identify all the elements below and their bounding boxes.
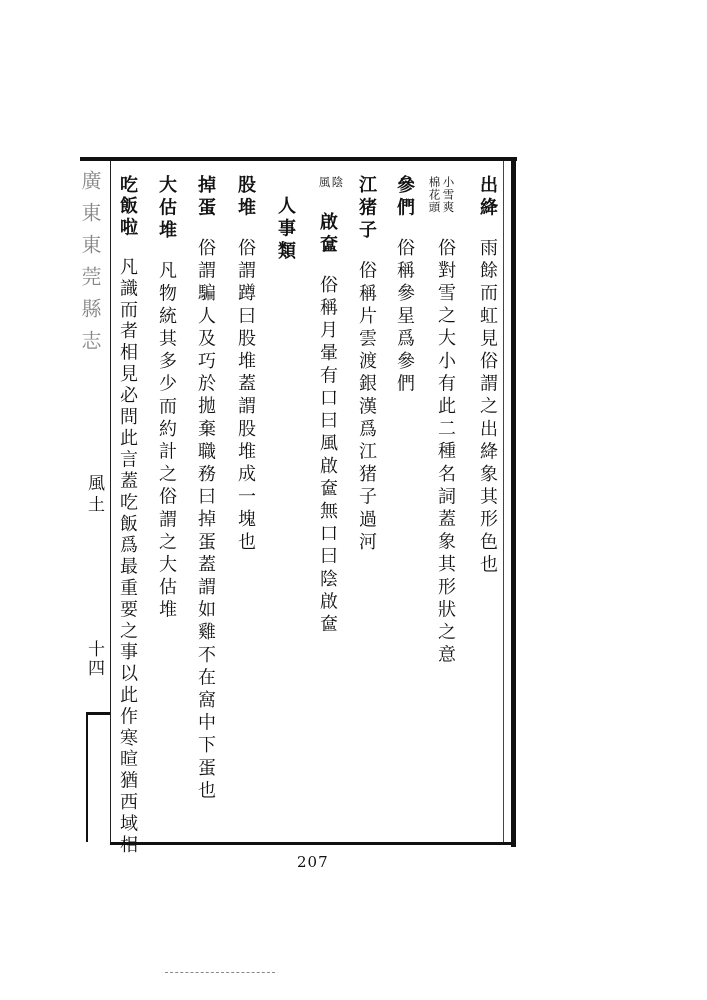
margin-column-foot-rule bbox=[86, 712, 110, 715]
entry-xue-text: 俗對雪之大小有此二種名詞蓋象其形狀之意 bbox=[435, 238, 456, 668]
entry-head: 江猪子 bbox=[356, 175, 377, 243]
frame-right-border bbox=[511, 157, 516, 847]
entry-head: 掉蛋 bbox=[195, 175, 216, 221]
margin-page-label: 十四 bbox=[84, 640, 104, 678]
entry-chujiang bbox=[478, 175, 496, 577]
page-number: 207 bbox=[297, 853, 329, 871]
frame-top-border bbox=[80, 157, 517, 161]
margin-section-label: 風土 bbox=[84, 474, 104, 518]
entry-text: 凡識而者相見必問此言蓋吃飯爲最重要之事以此作寒暄猶西域相 bbox=[117, 257, 138, 857]
entry-text: 俗謂蹲曰股堆蓋謂股堆成一塊也 bbox=[235, 238, 256, 555]
margin-column-rule bbox=[110, 161, 111, 842]
section-heading-renshi: 人事類 bbox=[275, 196, 296, 264]
frame-bottom-border bbox=[110, 842, 516, 845]
entry-note-feng: 風 bbox=[317, 176, 332, 189]
entry-text: 雨餘而虹見俗謂之出絳象其形色也 bbox=[477, 238, 498, 578]
entry-text: 凡物統其多少而約計之俗謂之大估堆 bbox=[156, 260, 177, 623]
frame-inner-rule bbox=[503, 161, 504, 843]
entry-text: 俗稱片雲渡銀漢爲江猪子過河 bbox=[356, 260, 377, 555]
entry-note-mianhua: 棉花頭 bbox=[427, 176, 442, 214]
entry-head: 啟奩 bbox=[317, 212, 338, 258]
entry-dagudui bbox=[157, 175, 175, 622]
entry-chifanla bbox=[118, 175, 136, 856]
footer-scan-marks bbox=[165, 972, 275, 975]
entry-head: 出絳 bbox=[477, 175, 498, 221]
entry-note-xiaoxue: 小雪爽 bbox=[441, 176, 456, 214]
entry-head: 參們 bbox=[394, 175, 415, 221]
entry-qilian bbox=[318, 212, 336, 637]
entry-text: 俗稱參星爲參們 bbox=[394, 238, 415, 397]
entry-head: 吃飯啦 bbox=[117, 175, 138, 240]
entry-jiangzhuzi bbox=[357, 175, 375, 555]
entry-head: 股堆 bbox=[235, 175, 256, 221]
entry-head: 大估堆 bbox=[156, 175, 177, 243]
entry-canmen bbox=[395, 175, 413, 396]
entry-text: 俗稱月暈有口曰風啟奩無口曰陰啟奩 bbox=[317, 275, 338, 637]
entry-diaodan bbox=[196, 175, 214, 803]
entry-gudui bbox=[236, 175, 254, 555]
entry-text: 俗謂騙人及巧於拋棄職務曰掉蛋蓋謂如雞不在窩中下蛋也 bbox=[195, 238, 216, 804]
margin-column-low-rule bbox=[86, 712, 88, 842]
margin-book-title: 廣東東莞縣志 bbox=[78, 170, 102, 362]
entry-note-yin: 陰 bbox=[330, 176, 345, 189]
